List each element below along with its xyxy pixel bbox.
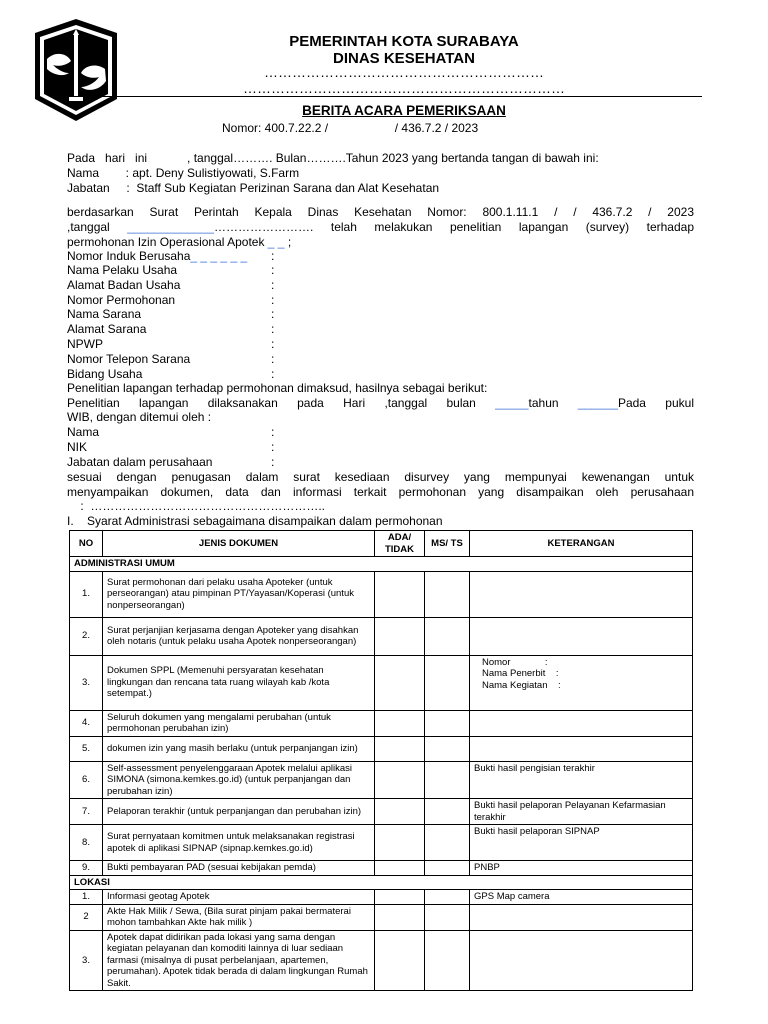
row-doc: Self-assessment penyelenggaraan Apotek melalui aplikasi SIMONA (simona.kemkes.go.id) (untuk perpanjangan dan perubahan izin) — [103, 761, 375, 799]
field-colon: : — [271, 293, 275, 307]
cell-ada[interactable] — [375, 761, 425, 799]
field-nama-sarana: Nama Sarana — [67, 307, 142, 321]
row-doc: Dokumen SPPL (Memenuhi persyaratan kesehatan lingkungan dan rencana tata ruang wilayah kab /kota setempat.) — [103, 655, 375, 710]
cell-ms[interactable] — [425, 930, 470, 991]
header-government: PEMERINTAH KOTA SURABAYA — [289, 33, 519, 50]
section-row — [70, 875, 693, 890]
cell-ada[interactable] — [375, 655, 425, 710]
cell-ada[interactable] — [375, 799, 425, 825]
field-alamat-sarana: Alamat Sarana — [67, 322, 147, 336]
ditemui-jabatan: Jabatan dalam perusahaan — [67, 455, 213, 469]
cell-ada[interactable] — [375, 930, 425, 991]
table-row — [70, 655, 693, 710]
row-ket: PNBP — [470, 861, 693, 876]
field-colon: : — [271, 278, 275, 292]
ket-nama-kegiatan: Nama Kegiatan : — [482, 679, 561, 691]
field-colon: : — [271, 263, 275, 277]
sesuai-line-3: : ………………………………………………….. — [67, 499, 326, 513]
field-telepon: Nomor Telepon Sarana — [67, 352, 191, 366]
row-ket: Bukti hasil pengisian terakhir — [470, 761, 693, 799]
field-colon: : — [271, 249, 275, 263]
cell-ada[interactable] — [375, 617, 425, 655]
table-row — [70, 571, 693, 617]
row-ket — [470, 655, 693, 710]
intro-nama: Nama : apt. Deny Sulistiyowati, S.Farm — [67, 166, 300, 180]
berdasarkan-line-2: ,tanggal _____________……………………. telah melakukan penelitian lapangan (survey) terhadap — [67, 220, 694, 234]
ket-nama-penerbit: Nama Penerbit : — [482, 668, 559, 679]
table-row — [70, 617, 693, 655]
col-header-ms: MS/ TS — [425, 531, 470, 557]
table-row — [70, 861, 693, 876]
table-header-row — [70, 531, 693, 557]
header-department: DINAS KESEHATAN — [333, 50, 475, 67]
table-row — [70, 710, 693, 736]
cell-ms[interactable] — [425, 799, 470, 825]
col-header-jenis: JENIS DOKUMEN — [103, 531, 375, 557]
cell-ms[interactable] — [425, 890, 470, 905]
table-row — [70, 890, 693, 905]
field-colon: : — [271, 425, 275, 439]
table-row — [70, 904, 693, 930]
field-nomor-permohonan: Nomor Permohonan — [67, 293, 176, 307]
intro-jabatan: Jabatan : Staff Sub Kegiatan Perizinan Sarana dan Alat Kesehatan — [67, 181, 440, 195]
section-heading: I. Syarat Administrasi sebagaimana disampaikan dalam permohonan — [67, 514, 443, 528]
cell-ada[interactable] — [375, 825, 425, 861]
row-ket — [470, 710, 693, 736]
row-no: 1. — [70, 571, 103, 617]
field-colon: : — [271, 440, 275, 454]
field-nib: Nomor Induk Berusaha_ _ _ _ _ _ — [67, 249, 251, 263]
sesuai-line-2: menyampaikan dokumen, data dan informasi terkait permohonan yang disampaikan oleh perusahaan — [67, 485, 694, 499]
row-no: 9. — [70, 861, 103, 876]
row-doc: Surat pernyataan komitmen untuk melaksanakan registrasi apotek di aplikasi SIPNAP (sipnap.kemkes.go.id) — [103, 825, 375, 861]
ditemui-nik: NIK — [67, 440, 88, 454]
row-doc: Seluruh dokumen yang mengalami perubahan (untuk permohonan perubahan izin) — [103, 710, 375, 736]
document-number: Nomor: 400.7.22.2 / / 436.7.2 / 2023 — [222, 121, 479, 135]
field-colon: : — [271, 455, 275, 469]
header-contact-dots: …………………………………………………………… — [243, 80, 565, 96]
row-doc: Surat permohonan dari pelaku usaha Apoteker (untuk perseorangan) atau pimpinan PT/Yayasan/Koperasi (untuk nonperseorangan) — [103, 571, 375, 617]
cell-ada[interactable] — [375, 861, 425, 876]
table-row — [70, 825, 693, 861]
cell-ms[interactable] — [425, 825, 470, 861]
cell-ms[interactable] — [425, 761, 470, 799]
row-no: 3. — [70, 930, 103, 991]
ket-nomor: Nomor : — [482, 656, 548, 668]
berdasarkan-line-3: permohonan Izin Operasional Apotek _ _ ; — [67, 235, 292, 249]
sesuai-line-1: sesuai dengan penugasan dalam surat kesediaan disurvey yang mempunyai kewenangan untuk — [67, 470, 694, 484]
col-header-ada: ADA/ TIDAK — [375, 531, 425, 557]
field-colon: : — [271, 307, 275, 321]
cell-ada[interactable] — [375, 571, 425, 617]
cell-ms[interactable] — [425, 861, 470, 876]
cell-ada[interactable] — [375, 890, 425, 905]
row-no: 2 — [70, 904, 103, 930]
row-ket — [470, 571, 693, 617]
field-alamat-badan: Alamat Badan Usaha — [67, 278, 181, 292]
row-ket: Bukti hasil pelaporan SIPNAP — [470, 825, 693, 861]
row-doc: Surat perjanjian kerjasama dengan Apoteker yang disahkan oleh notaris (untuk pelaku usaha Apotek nonperseorangan) — [103, 617, 375, 655]
field-colon: : — [271, 352, 275, 366]
row-ket — [470, 736, 693, 761]
section-row — [70, 557, 693, 572]
row-doc: Akte Hak Milik / Sewa, (Bila surat pinjam pakai bermaterai mohon tambahkan Akte hak milik ) — [103, 904, 375, 930]
header-divider — [66, 96, 702, 97]
surabaya-emblem-logo — [33, 17, 119, 123]
cell-ms[interactable] — [425, 736, 470, 761]
cell-ada[interactable] — [375, 904, 425, 930]
ditemui-nama: Nama — [67, 425, 100, 439]
row-no: 7. — [70, 799, 103, 825]
cell-ms[interactable] — [425, 571, 470, 617]
field-nama-pelaku: Nama Pelaku Usaha — [67, 263, 178, 277]
row-no: 3. — [70, 655, 103, 710]
table-row — [70, 930, 693, 991]
row-ket — [470, 617, 693, 655]
field-colon: : — [271, 322, 275, 336]
cell-ms[interactable] — [425, 904, 470, 930]
row-no: 8. — [70, 825, 103, 861]
row-doc: Informasi geotag Apotek — [103, 890, 375, 905]
row-no: 6. — [70, 761, 103, 799]
table-row — [70, 761, 693, 799]
col-header-no: NO — [70, 531, 103, 557]
row-ket: Bukti hasil pelaporan Pelayanan Kefarmasian terakhir — [470, 799, 693, 825]
row-no: 4. — [70, 710, 103, 736]
cell-ada[interactable] — [375, 710, 425, 736]
document-title: BERITA ACARA PEMERIKSAAN — [302, 103, 506, 118]
row-no: 5. — [70, 736, 103, 761]
section-admin: ADMINISTRASI UMUM — [70, 557, 693, 572]
row-ket — [470, 904, 693, 930]
col-header-ket: KETERANGAN — [470, 531, 693, 557]
berdasarkan-line-1: berdasarkan Surat Perintah Kepala Dinas Kesehatan Nomor: 800.1.11.1 / / 436.7.2 / 2023 — [67, 205, 694, 219]
field-colon: : — [271, 337, 275, 351]
row-doc: dokumen izin yang masih berlaku (untuk perpanjangan izin) — [103, 736, 375, 761]
field-colon: : — [271, 367, 275, 381]
header-address-dots: …………………………………………………… — [264, 64, 544, 80]
cell-ms[interactable] — [425, 617, 470, 655]
row-no: 2. — [70, 617, 103, 655]
cell-ada[interactable] — [375, 736, 425, 761]
cell-ms[interactable] — [425, 655, 470, 710]
field-npwp: NPWP — [67, 337, 103, 351]
table-row — [70, 736, 693, 761]
row-doc: Bukti pembayaran PAD (sesuai kebijakan pemda) — [103, 861, 375, 876]
penelitian-line-2: Penelitian lapangan dilaksanakan pada Hari ,tanggal bulan _____tahun ______Pada pukul — [67, 396, 694, 410]
row-doc: Apotek dapat didirikan pada lokasi yang sama dengan kegiatan pelayanan dan komoditi lainnya di luar sediaan farmasi (misalnya di pusat perbelanjaan, apartemen, perumahan). Apotek tidak berada di dalam lingkungan Rumah Sakit. — [103, 930, 375, 991]
row-no: 1. — [70, 890, 103, 905]
field-bidang-usaha: Bidang Usaha — [67, 367, 143, 381]
table-row — [70, 799, 693, 825]
cell-ms[interactable] — [425, 710, 470, 736]
section-lokasi: LOKASI — [70, 875, 693, 890]
row-ket: GPS Map camera — [470, 890, 693, 905]
row-ket — [470, 930, 693, 991]
penelitian-line-1: Penelitian lapangan terhadap permohonan dimaksud, hasilnya sebagai berikut: — [67, 381, 488, 395]
intro-date-line: Pada hari ini , tanggal………. Bulan……….Tahun 2023 yang bertanda tangan di bawah ini: — [67, 151, 599, 165]
row-doc: Pelaporan terakhir (untuk perpanjangan dan perubahan izin) — [103, 799, 375, 825]
document-checklist-table — [69, 530, 693, 991]
penelitian-line-3: WIB, dengan ditemui oleh : — [67, 410, 212, 424]
